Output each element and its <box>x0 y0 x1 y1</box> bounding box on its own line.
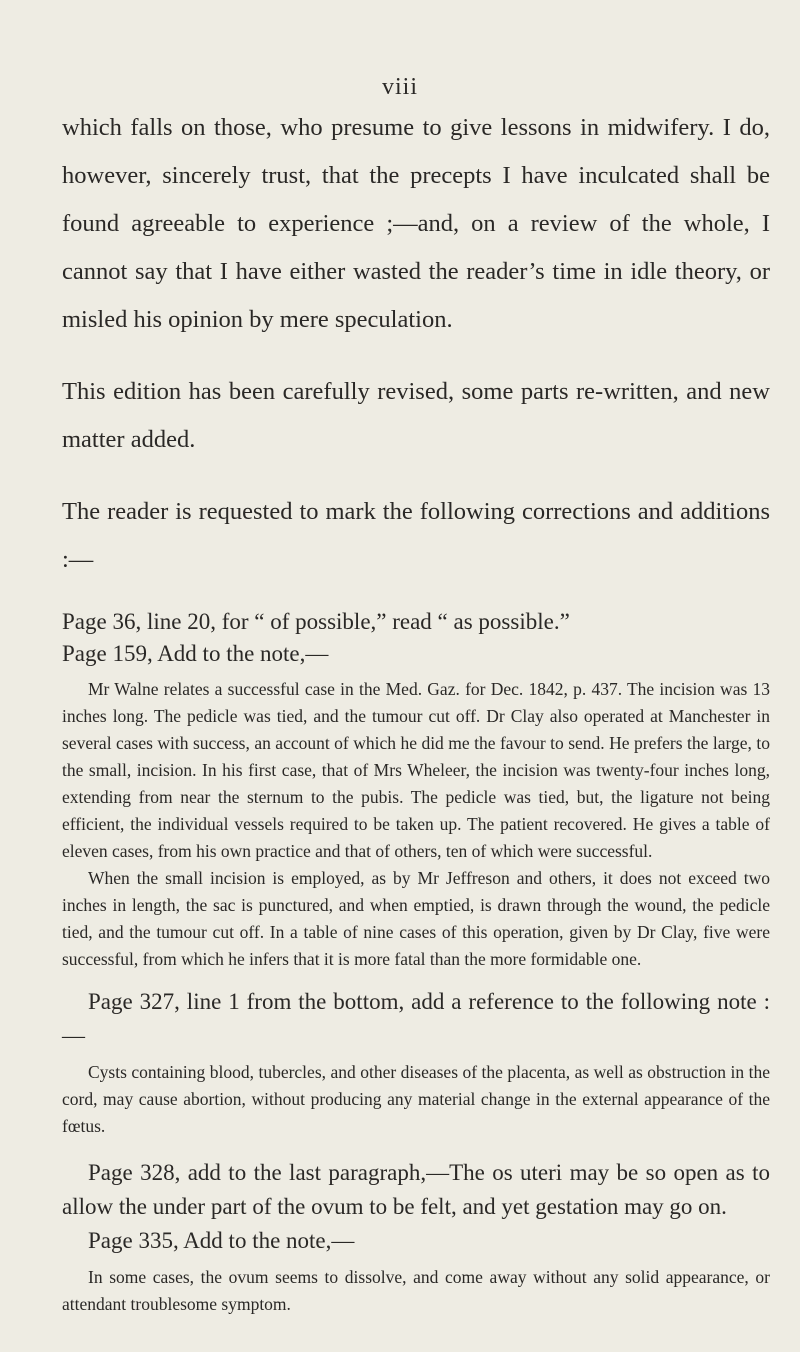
note-small-incision: When the small incision is employed, as by Mr Jeffreson and others, it does not exceed two inches in length, the sac is punctured, and when emptied, is drawn through the wound, the pedicle tied, and the tumour cut off. In a table of nine cases of this operation, given by Dr Clay, five were successful, from which he infers that it is more fatal than the more formidable one. <box>62 868 770 969</box>
correction-page-327: Page 327, line 1 from the bottom, add a reference to the following note :— <box>62 989 770 1048</box>
paragraph-corrections-intro: The reader is requested to mark the following corrections and additions :— <box>62 498 770 573</box>
paragraph-edition: This edition has been carefully revised, some parts re-written, and new matter added. <box>62 378 770 453</box>
page-number: viii <box>381 74 418 100</box>
correction-page-36: Page 36, line 20, for “ of possible,” read “ as possible.” <box>62 609 570 634</box>
paragraph-midwifery: which falls on those, who presume to give lessons in midwifery. I do, however, sincerely trust, that the precepts I have inculcated shall be found agreeable to experience ;—and, on a review of the whole, I cannot say that I have either wasted the reader’s time in idle theory, or misled his opinion by mere speculation. <box>62 114 770 333</box>
correction-page-159: Page 159, Add to the note,— <box>62 641 329 666</box>
note-walne: Mr Walne relates a successful case in the Med. Gaz. for Dec. 1842, p. 437. The incision was 13 inches long. The pedicle was tied, and the tumour cut off. Dr Clay also operated at Manchester in several cases with success, an account of which he did me the favour to send. He prefers the large, to the small, incision. In his first case, that of Mrs Wheleer, the incision was twenty-four inches long, extending from near the sternum to the pubis. The pedicle was tied, but, the ligature not being efficient, the individual vessels required to be taken up. The patient recovered. He gives a table of eleven cases, from his own practice and that of others, ten of which were successful. <box>62 679 770 861</box>
page-body <box>62 104 770 1318</box>
note-cysts: Cysts containing blood, tubercles, and other diseases of the placenta, as well as obstruction in the cord, may cause abortion, without producing any material change in the external appearance of the fœtus. <box>62 1062 770 1136</box>
correction-page-328: Page 328, add to the last paragraph,—The os uteri may be so open as to allow the under part of the ovum to be felt, and yet gestation may go on. <box>62 1160 770 1219</box>
note-ovum: In some cases, the ovum seems to dissolve, and come away without any solid appearance, or attendant troublesome symptom. <box>62 1267 770 1314</box>
correction-page-335: Page 335, Add to the note,— <box>88 1228 355 1253</box>
